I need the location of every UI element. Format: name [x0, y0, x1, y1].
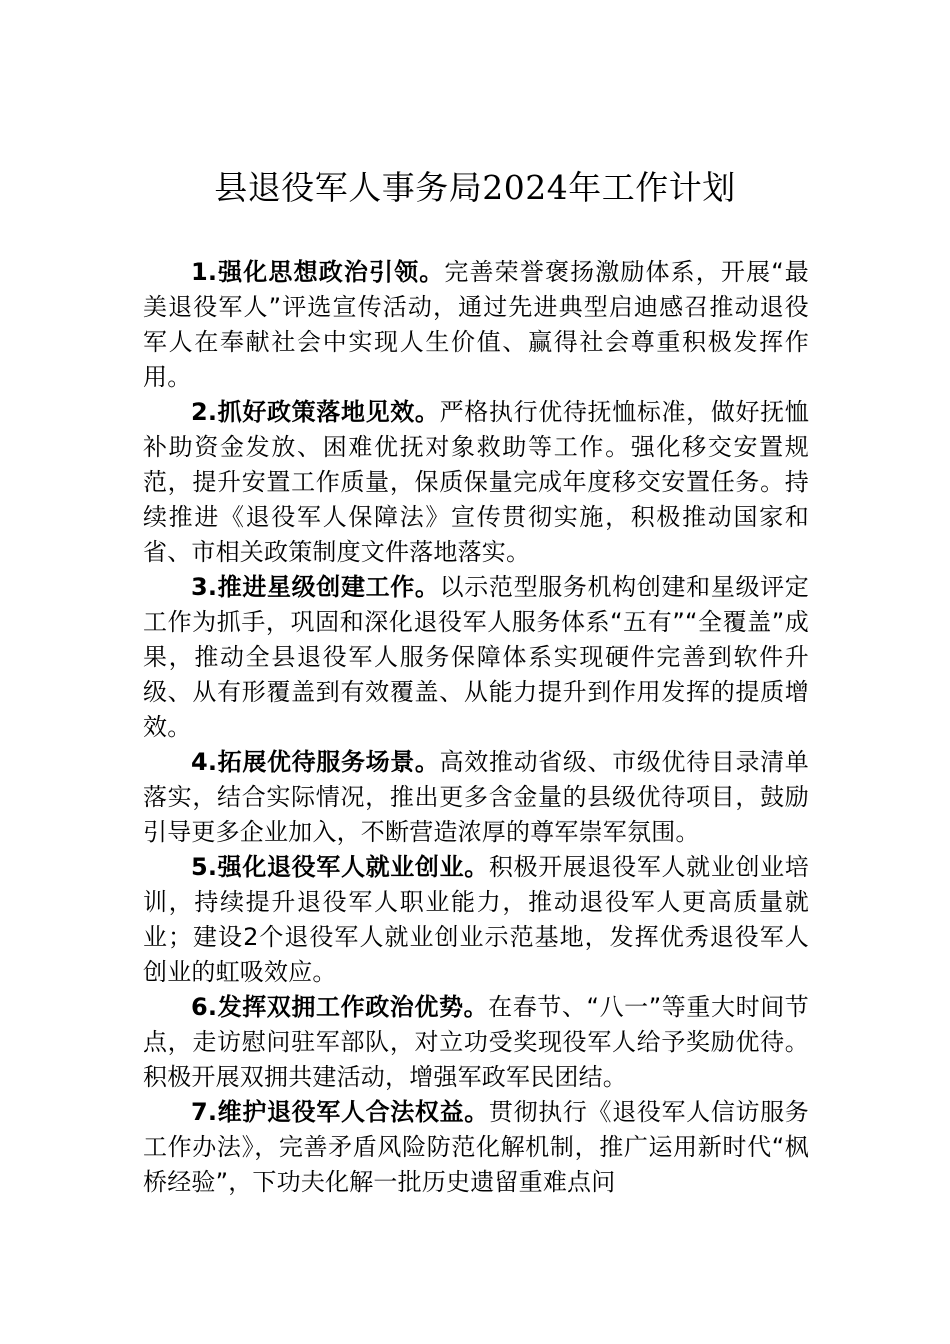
paragraph-5	[143, 850, 809, 990]
paragraph-7	[143, 1095, 809, 1200]
paragraph-3-text: 以示范型服务机构创建和星级评定工作为抓手，巩固和深化退役军人服务体系“五有”“全覆盖”成果，推动全县退役军人服务保障体系实现硬件完善到软件升级、从有形覆盖到有效覆盖、从能力提升到作用发挥的提质增效。	[143, 573, 809, 741]
paragraph-3	[143, 570, 809, 745]
paragraph-4-heading: 4.拓展优待服务场景。	[191, 748, 440, 776]
paragraph-7-heading: 7.维护退役军人合法权益。	[191, 1098, 489, 1126]
paragraph-1-heading: 1.强化思想政治引领。	[191, 258, 445, 286]
paragraph-6	[143, 990, 809, 1095]
paragraph-5-text: 积极开展退役军人就业创业培训，持续提升退役军人职业能力，推动退役军人更高质量就业；建设2个退役军人就业创业示范基地，发挥优秀退役军人创业的虹吸效应。	[143, 853, 809, 986]
paragraph-1-text: 完善荣誉褒扬激励体系，开展“最美退役军人”评选宣传活动，通过先进典型启迪感召推动退役军人在奉献社会中实现人生价值、赢得社会尊重积极发挥作用。	[143, 258, 809, 391]
paragraph-4	[143, 745, 809, 850]
paragraph-6-heading: 6.发挥双拥工作政治优势。	[191, 993, 489, 1021]
document-title: 县退役军人事务局2024年工作计划	[214, 168, 736, 207]
paragraph-2	[143, 395, 809, 570]
paragraph-2-text: 严格执行优待抚恤标准，做好抚恤补助资金发放、困难优抚对象救助等工作。强化移交安置规范，提升安置工作质量，保质保量完成年度移交安置任务。持续推进《退役军人保障法》宣传贯彻实施，积极推动国家和省、市相关政策制度文件落地落实。	[143, 398, 809, 566]
paragraph-4-text: 高效推动省级、市级优待目录清单落实，结合实际情况，推出更多含金量的县级优待项目，鼓励引导更多企业加入，不断营造浓厚的尊军崇军氛围。	[143, 748, 809, 846]
paragraph-1	[143, 255, 809, 395]
paragraph-7-text: 贯彻执行《退役军人信访服务工作办法》，完善矛盾风险防范化解机制，推广运用新时代“枫桥经验”，下功夫化解一批历史遗留重难点问	[143, 1098, 809, 1196]
paragraph-2-heading: 2.抓好政策落地见效。	[191, 398, 440, 426]
document-body	[143, 255, 809, 1200]
paragraph-6-text: 在春节、“八一”等重大时间节点，走访慰问驻军部队，对立功受奖现役军人给予奖励优待。积极开展双拥共建活动，增强军政军民团结。	[143, 993, 809, 1091]
paragraph-3-heading: 3.推进星级创建工作。	[191, 573, 440, 601]
paragraph-5-heading: 5.强化退役军人就业创业。	[191, 853, 489, 881]
